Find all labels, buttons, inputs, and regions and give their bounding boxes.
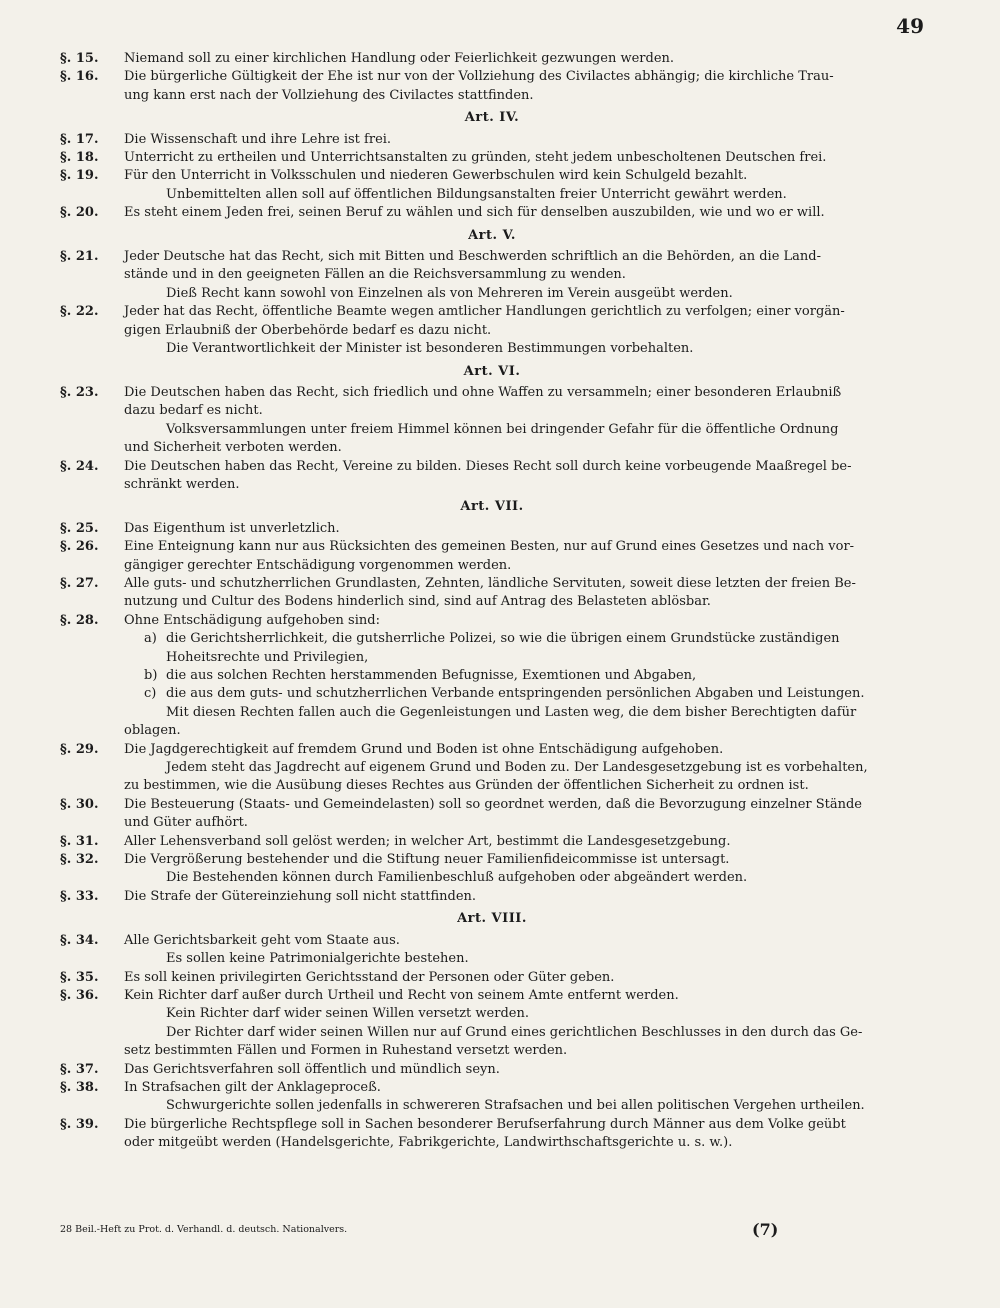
continuation-line: gängiger gerechter Entschädigung vorgenommen werden. xyxy=(124,557,512,573)
indented-line: Die Verantwortlichkeit der Minister ist besonderen Bestimmungen vorbehalten. xyxy=(166,341,694,357)
section-text: Es soll keinen privilegirten Gerichtsstand der Personen oder Güter geben. xyxy=(124,969,615,985)
section-text: Für den Unterricht in Volksschulen und niederen Gewerbschulen wird kein Schulgeld bezahlt. xyxy=(124,168,748,184)
paragraph-line xyxy=(60,851,924,869)
continuation-line: stände und in den geeigneten Fällen an die Reichsversammlung zu wenden. xyxy=(124,267,626,283)
section-text: Die Deutschen haben das Recht, sich friedlich und ohne Waffen zu versammeln; einer besonderen Erlaubniß xyxy=(124,384,842,400)
section-text: Die Jagdgerechtigkeit auf fremdem Grund und Boden ist ohne Entschädigung aufgehoben. xyxy=(124,741,724,757)
continuation-line: zu bestimmen, wie die Ausübung dieses Rechtes aus Gründen der öffentlichen Sicherheit zu ordnen ist. xyxy=(124,778,809,794)
section-number: §. 22. xyxy=(60,304,99,320)
indented-line: Mit diesen Rechten fallen auch die Gegenleistungen und Lasten weg, die dem bisher Berechtigten dafür xyxy=(166,704,857,720)
paragraph-line xyxy=(60,384,924,402)
section-number: §. 28. xyxy=(60,612,99,628)
indented-line: Schwurgerichte sollen jedenfalls in schwereren Strafsachen und bei allen politischen Vergehen urtheilen. xyxy=(166,1098,865,1114)
footer-note: 28 Beil.-Heft zu Prot. d. Verhandl. d. deutsch. Nationalvers. xyxy=(60,1224,348,1235)
continuation-line: oblagen. xyxy=(124,723,181,739)
list-item-continuation: Hoheitsrechte und Privilegien, xyxy=(166,649,369,665)
list-item-label: a) xyxy=(144,631,157,647)
indented-line: Volksversammlungen unter freiem Himmel können bei dringender Gefahr für die öffentliche Ordnung xyxy=(166,421,839,437)
section-number: §. 35. xyxy=(60,969,99,985)
paragraph-line xyxy=(60,68,924,86)
section-number: §. 25. xyxy=(60,520,99,536)
indented-line: Es sollen keine Patrimonialgerichte bestehen. xyxy=(166,951,469,967)
continuation-line: schränkt werden. xyxy=(124,476,240,492)
paragraph-line xyxy=(60,969,924,987)
section-number: §. 38. xyxy=(60,1079,99,1095)
list-item-label: c) xyxy=(144,686,157,702)
article-heading: Art. V. xyxy=(468,227,516,243)
section-number: §. 15. xyxy=(60,51,99,66)
paragraph-line xyxy=(60,1061,924,1079)
section-number: §. 29. xyxy=(60,741,99,757)
list-item xyxy=(144,630,924,648)
section-text: Die bürgerliche Gültigkeit der Ehe ist nur von der Vollziehung des Civilactes abhängig; die kirchliche Trau- xyxy=(124,69,834,85)
section-number: §. 27. xyxy=(60,575,99,591)
paragraph-line xyxy=(60,932,924,950)
section-number: §. 37. xyxy=(60,1061,99,1077)
section-text: Es steht einem Jeden frei, seinen Beruf zu wählen und sich für denselben auszubilden, wie und wo er will. xyxy=(124,205,825,221)
paragraph-line xyxy=(60,248,924,266)
section-text: Die Vergrößerung bestehender und die Stiftung neuer Familienfideicommisse ist untersagt. xyxy=(124,852,730,868)
section-text: Ohne Entschädigung aufgehoben sind: xyxy=(124,612,380,628)
indented-line: Die Bestehenden können durch Familienbeschluß aufgehoben oder abgeändert werden. xyxy=(166,870,748,886)
article-heading: Art. IV. xyxy=(464,110,520,126)
section-text: Alle guts- und schutzherrlichen Grundlasten, Zehnten, ländliche Servituten, soweit diese letzten der freien Be- xyxy=(124,575,856,591)
indented-line: Unbemittelten allen soll auf öffentlichen Bildungsanstalten freier Unterricht gewährt werden. xyxy=(166,186,787,202)
paragraph-line xyxy=(60,741,924,759)
section-text: Alle Gerichtsbarkeit geht vom Staate aus. xyxy=(124,932,400,948)
paragraph-line xyxy=(60,167,924,185)
section-number: §. 30. xyxy=(60,796,99,812)
section-text: Jeder Deutsche hat das Recht, sich mit Bitten und Beschwerden schriftlich an die Behörden, an die Land- xyxy=(124,249,821,265)
section-number: §. 17. xyxy=(60,131,99,147)
section-text: Die Strafe der Gütereinziehung soll nicht stattfinden. xyxy=(124,888,477,904)
indented-line: Jedem steht das Jagdrecht auf eigenem Grund und Boden zu. Der Landesgesetzgebung ist es vorbehalten, xyxy=(166,760,868,776)
paragraph-line xyxy=(60,987,924,1005)
section-number: §. 32. xyxy=(60,852,99,868)
section-text: Die Besteuerung (Staats- und Gemeindelasten) soll so geordnet werden, daß die Bevorzugung einzelner Stände xyxy=(124,796,862,812)
section-number: §. 21. xyxy=(60,249,99,265)
paragraph-line xyxy=(60,458,924,476)
section-text: Die Wissenschaft und ihre Lehre ist frei. xyxy=(124,131,392,147)
section-text: Das Gerichtsverfahren soll öffentlich und mündlich seyn. xyxy=(124,1061,500,1077)
section-text: Kein Richter darf außer durch Urtheil und Recht von seinem Amte entfernt werden. xyxy=(124,987,679,1003)
section-number: §. 26. xyxy=(60,539,99,555)
document-body xyxy=(60,50,924,1153)
continuation-line: nutzung und Cultur des Bodens hinderlich sind, sind auf Antrag des Belasteten ablösbar. xyxy=(124,594,711,610)
article-heading: Art. VII. xyxy=(460,499,524,515)
continuation-line: gigen Erlaubniß der Oberbehörde bedarf es dazu nicht. xyxy=(124,322,492,338)
paragraph-line xyxy=(60,1116,924,1134)
continuation-line: dazu bedarf es nicht. xyxy=(124,403,263,419)
section-text: Jeder hat das Recht, öffentliche Beamte wegen amtlicher Handlungen gerichtlich zu verfolgen; einer vorgän- xyxy=(124,304,845,320)
list-item xyxy=(144,667,924,685)
section-number: §. 33. xyxy=(60,888,99,904)
section-number: §. 20. xyxy=(60,205,99,221)
continuation-line: und Sicherheit verboten werden. xyxy=(124,440,342,456)
paragraph-line xyxy=(60,204,924,222)
list-item-text: die Gerichtsherrlichkeit, die gutsherrliche Polizei, so wie die übrigen einem Grundstücke zuständigen xyxy=(166,631,840,647)
paragraph-line xyxy=(60,538,924,556)
paragraph-line xyxy=(60,888,924,906)
section-text: Die Deutschen haben das Recht, Vereine zu bilden. Dieses Recht soll durch keine vorbeugende Maaßregel be- xyxy=(124,458,852,474)
section-text: Eine Enteignung kann nur aus Rücksichten des gemeinen Besten, nur auf Grund eines Gesetzes und nach vor- xyxy=(124,539,855,555)
paragraph-line xyxy=(60,833,924,851)
continuation-line: setz bestimmten Fällen und Formen in Ruhestand versetzt werden. xyxy=(124,1043,568,1059)
continuation-line: ung kann erst nach der Vollziehung des Civilactes stattfinden. xyxy=(124,87,534,103)
paragraph-line xyxy=(60,612,924,630)
paragraph-line xyxy=(60,303,924,321)
paragraph-line xyxy=(60,520,924,538)
indented-line: Dieß Recht kann sowohl von Einzelnen als von Mehreren im Verein ausgeübt werden. xyxy=(166,285,733,301)
section-text: Aller Lehensverband soll gelöst werden; in welcher Art, bestimmt die Landesgesetzgebung. xyxy=(124,833,731,849)
section-text: Niemand soll zu einer kirchlichen Handlung oder Feierlichkeit gezwungen werden. xyxy=(124,51,675,66)
list-item-text: die aus dem guts- und schutzherrlichen Verbande entspringenden persönlichen Abgaben und Leistungen. xyxy=(166,686,865,702)
section-text: Das Eigenthum ist unverletzlich. xyxy=(124,520,340,536)
section-number: §. 34. xyxy=(60,932,99,948)
paragraph-line xyxy=(60,1079,924,1097)
list-item xyxy=(144,685,924,703)
continuation-line: oder mitgeübt werden (Handelsgerichte, Fabrikgerichte, Landwirthschaftsgerichte u. s. w.). xyxy=(124,1135,733,1151)
section-number: §. 24. xyxy=(60,458,99,474)
section-text: Die bürgerliche Rechtspflege soll in Sachen besonderer Berufserfahrung durch Männer aus dem Volke geübt xyxy=(124,1116,846,1132)
indented-line: Kein Richter darf wider seinen Willen versetzt werden. xyxy=(166,1006,529,1022)
section-number: §. 36. xyxy=(60,987,99,1003)
section-text: Unterricht zu ertheilen und Unterrichtsanstalten zu gründen, steht jedem unbescholtenen Deutschen frei. xyxy=(124,150,827,166)
paragraph-line xyxy=(60,796,924,814)
list-item-text: die aus solchen Rechten herstammenden Befugnisse, Exemtionen und Abgaben, xyxy=(166,668,697,683)
section-number: §. 18. xyxy=(60,150,99,166)
section-number: §. 19. xyxy=(60,168,99,184)
section-number: §. 31. xyxy=(60,833,99,849)
article-heading: Art. VI. xyxy=(463,363,521,379)
section-number: §. 23. xyxy=(60,384,99,400)
section-number: §. 16. xyxy=(60,69,99,85)
section-text: In Strafsachen gilt der Anklageproceß. xyxy=(124,1079,381,1095)
page-number: 49 xyxy=(896,14,924,38)
list-item-label: b) xyxy=(144,668,158,683)
continuation-line: und Güter aufhört. xyxy=(124,815,248,831)
paragraph-line xyxy=(60,131,924,149)
paragraph-line xyxy=(60,575,924,593)
sheet-signature: (7) xyxy=(752,1220,779,1239)
article-heading: Art. VIII. xyxy=(457,911,527,927)
paragraph-line xyxy=(60,149,924,167)
section-number: §. 39. xyxy=(60,1116,99,1132)
indented-line: Der Richter darf wider seinen Willen nur auf Grund eines gerichtlichen Beschlusses in den durch das Ge- xyxy=(166,1024,863,1040)
paragraph-line xyxy=(60,50,924,68)
